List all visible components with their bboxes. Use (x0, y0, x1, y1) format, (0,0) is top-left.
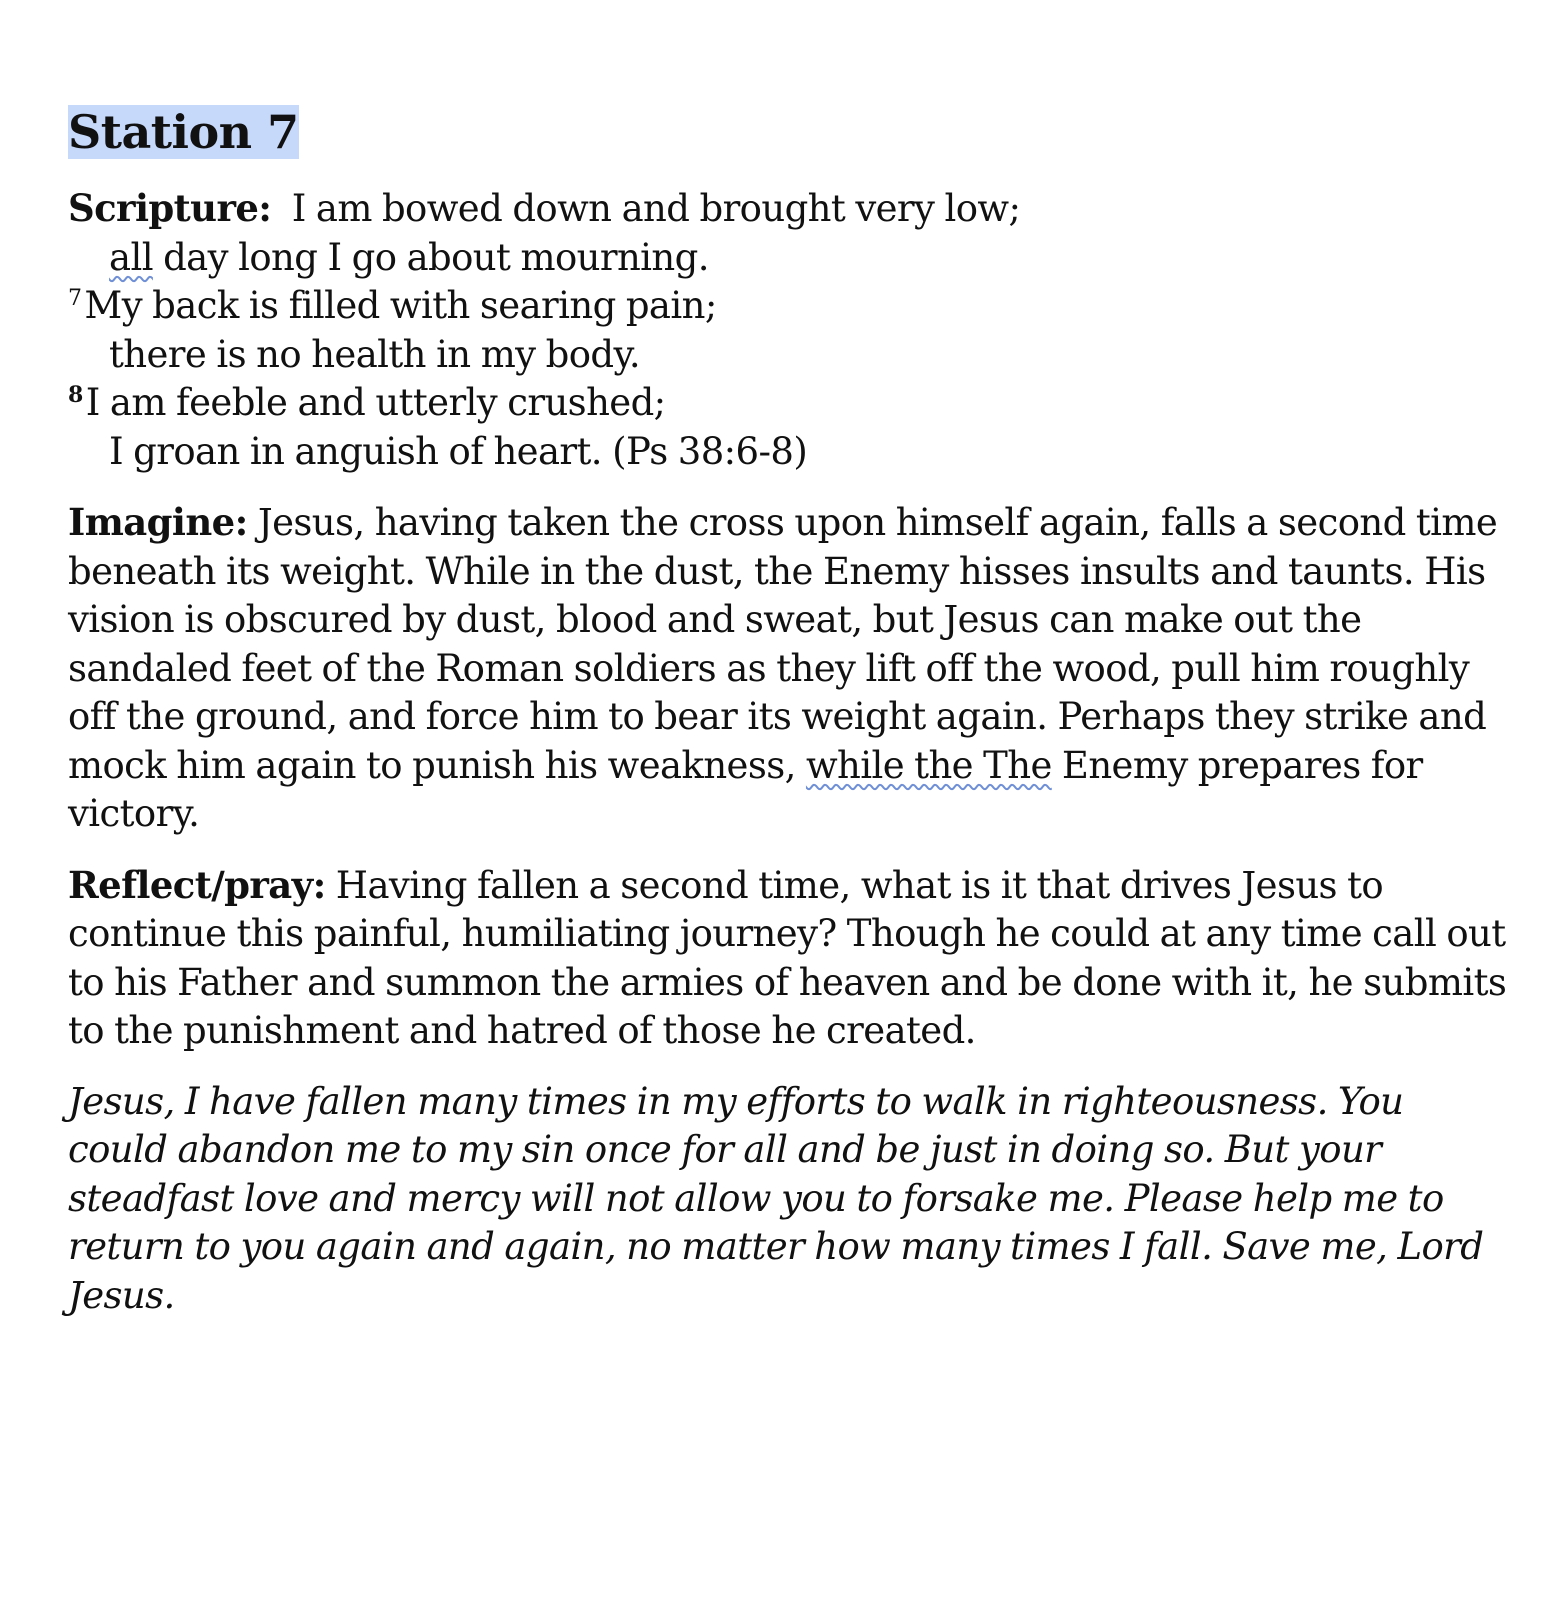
scripture-line-6 (68, 428, 1508, 477)
spellcheck-flagged-phrase[interactable]: while the The (805, 743, 1052, 787)
station-title[interactable] (68, 102, 303, 184)
imagine-paragraph (68, 498, 1508, 839)
scripture-text: day long I go about mourning. (152, 235, 709, 279)
document-page (68, 102, 1508, 1320)
imagine-text-end: Enemy prepares for victory. (68, 743, 1423, 835)
imagine-label: Imagine: (68, 500, 248, 544)
scripture-line-1 (68, 184, 1508, 234)
scripture-line-3 (68, 282, 1508, 331)
scripture-label: Scripture: (68, 186, 272, 230)
spellcheck-flagged-word[interactable]: all (109, 235, 153, 279)
scripture-line-2 (68, 234, 1508, 283)
reflect-text: Having fallen a second time, what is it that drives Jesus to continue this painful, humiliating journey? Though he could at any time call out to his Father and summon the armies of heaven and be done with it, he submits to the punishment and hatred of those he created. (68, 863, 1507, 1052)
imagine-text: Jesus, having taken the cross upon himself again, falls a second time beneath its weight. While in the dust, the Enemy hisses insults and taunts. His vision is obscured by dust, blood and sweat, but Jesus can make out the sandaled feet of the Roman soldiers as they lift off the wood, pull him roughly off the ground, and force him to bear its weight again. Perhaps they strike and mock him again to punish his weakness, (68, 501, 1498, 787)
scripture-line-4 (68, 331, 1508, 380)
scripture-text: My back is filled with searing pain; (84, 284, 717, 327)
scripture-text: I groan in anguish of heart. (Ps 38:6-8) (109, 429, 808, 473)
reflect-paragraph (68, 861, 1508, 1056)
verse-number: 7 (68, 285, 82, 311)
scripture-text: I am bowed down and brought very low; (291, 187, 1021, 230)
scripture-line-5 (68, 379, 1508, 428)
scripture-text: there is no health in my body. (109, 332, 641, 376)
prayer-paragraph: Jesus, I have fallen many times in my efforts to walk in righteousness. You could abandon me to my sin once for all and be just in doing so. But your steadfast love and mercy will not allow you to forsake me. Please help me to return to you again and again, no matter how many times I fall. Save me, Lord Jesus. (68, 1079, 1484, 1317)
scripture-text: I am feeble and utterly crushed; (85, 381, 666, 424)
selected-title-text: Station 7 (68, 105, 299, 159)
reflect-label: Reflect/pray: (68, 862, 326, 907)
verse-number: 8 (68, 381, 83, 408)
scripture-section (68, 184, 1508, 476)
